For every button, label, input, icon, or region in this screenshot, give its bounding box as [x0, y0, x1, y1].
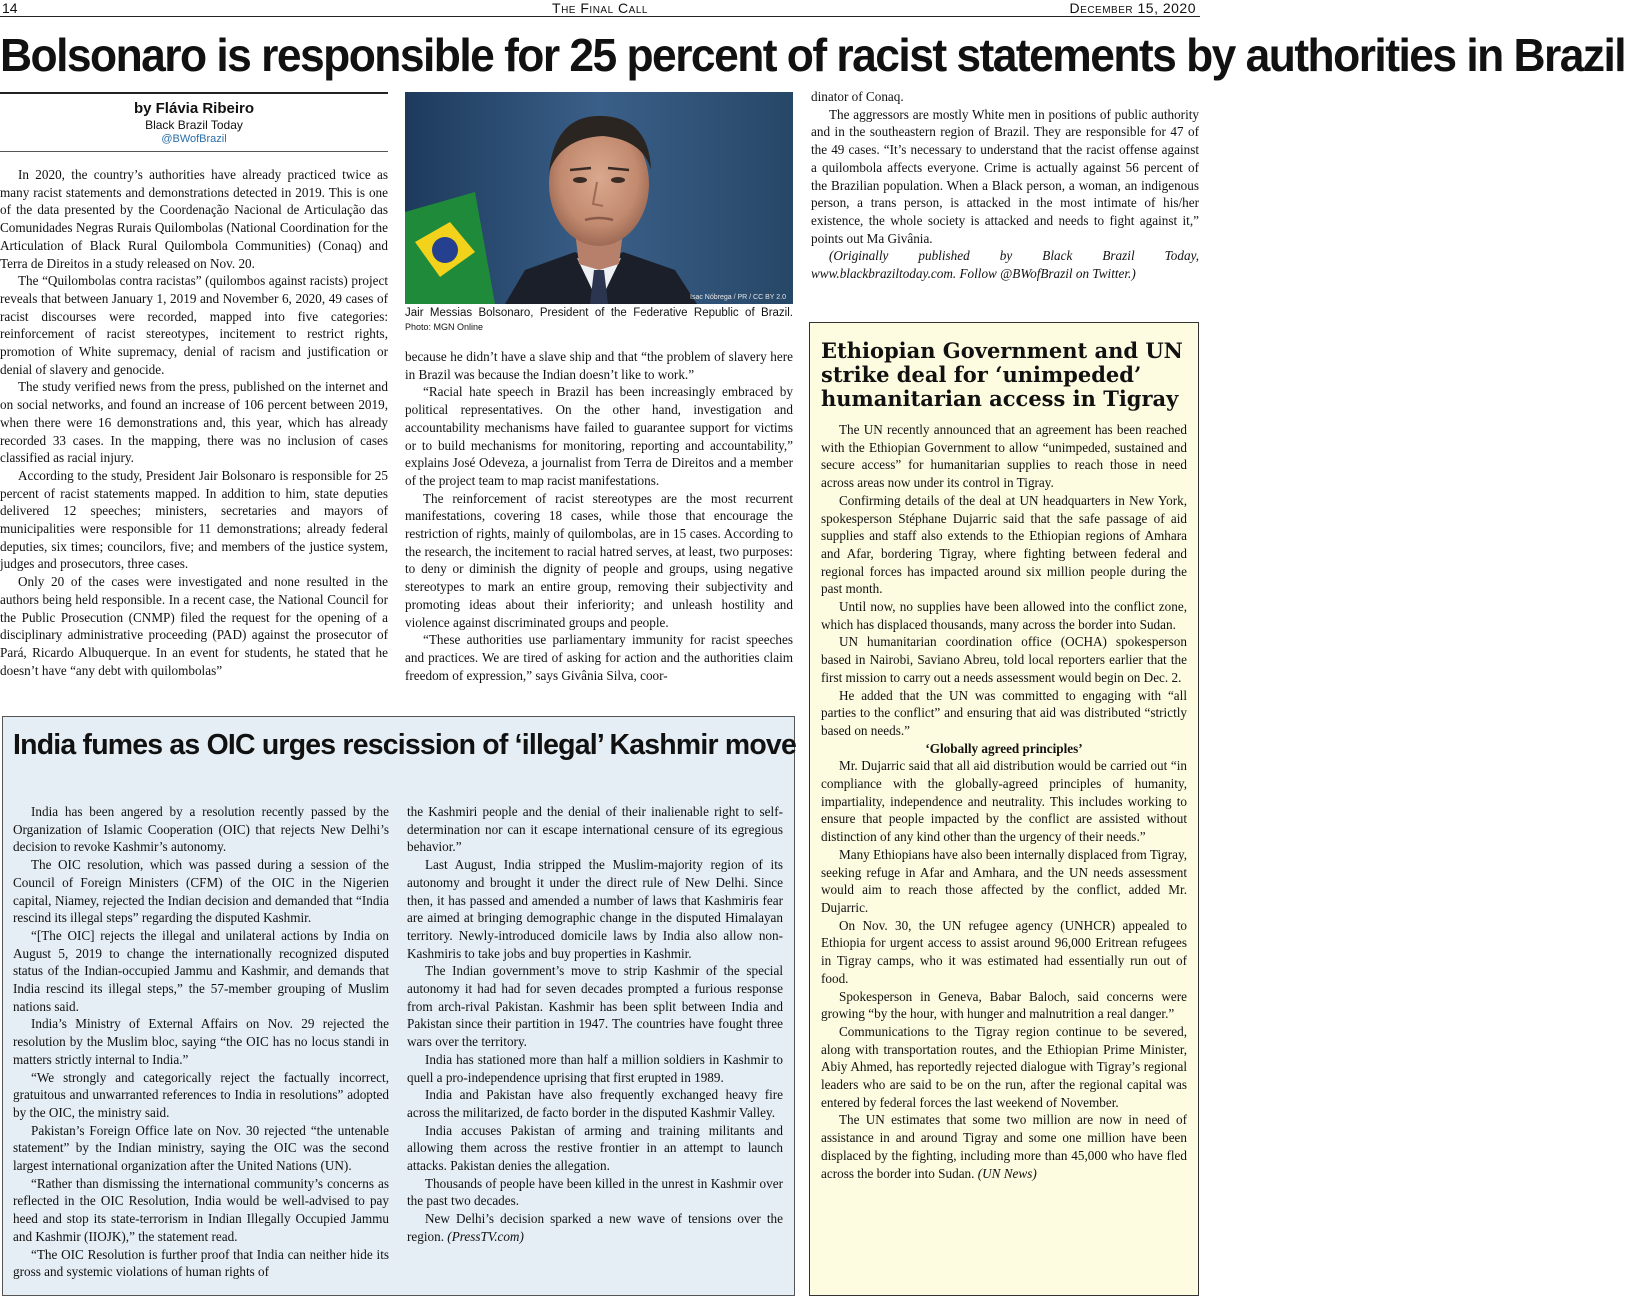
- paragraph: Spokesperson in Geneva, Babar Baloch, said concerns were growing “by the hour, with hunger and malnutrition a real danger.”: [821, 988, 1187, 1022]
- paragraph: Mr. Dujarric said that all aid distribution would be carried out “in compliance with the globally-agreed principles of humanity, impartiality, independence and neutrality. This includes working to ensure that people impacted by the conflict are assisted without distinction of any kind other than the urgency of their needs.”: [821, 758, 1187, 845]
- paragraph: [821, 1111, 1187, 1182]
- paragraph: Last August, India stripped the Muslim-majority region of its autonomy and brought it under the direct rule of New Delhi. Since then, it has passed and amended a number of laws that Kashmiris fear are aimed at bringing demographic change in the disputed Himalayan territory. Newly-introduced domicile laws by India also allow non-Kashmiris to take jobs and buy properties in Kashmir.: [407, 857, 783, 961]
- paragraph: [407, 1210, 783, 1245]
- paragraph: Only 20 of the cases were investigated and none resulted in the authors being held responsible. In a recent case, the National Council for the Public Prosecution (CNMP) filed the request for the opening of a disciplinary administrative proceeding (PAD) against the prosecutor of Pará, Ricardo Albuquerque. In an event for students, he stated that he doesn’t have “any debt with quilombolas”: [0, 574, 388, 678]
- paragraph: “[The OIC] rejects the illegal and unilateral actions by India on August 5, 2019 to change the internationally recognized disputed status of the Indian-occupied Jammu and Kashmir, and demands that India rescind its illegal steps,” the 57-member grouping of Muslim nations said.: [13, 927, 389, 1014]
- paragraph: because he didn’t have a slave ship and that “the problem of slavery here in Brazil was because the Indian doesn’t like to work.”: [405, 349, 793, 382]
- section-subhead: ‘Globally agreed principles’: [925, 740, 1083, 756]
- paragraph: The aggressors are mostly White men in positions of public authority and in the southeastern region of Brazil. They are responsible for 47 of the 49 cases. “It’s necessary to understand that the racist offense against a quilombola affects everyone. Crime is actually against 56 percent of the Brazilian population. When a Black person, a woman, an indigenous person, a trans person, is attacked in the most intimate of his/her existence, the whole society is attacked and needs to fight against it,” points out Ma Givânia.: [811, 106, 1199, 246]
- paragraph: The study verified news from the press, published on the internet and on social networks, and found an increase of 106 percent between 2019, when there were 16 demonstrations and, this year, which has already recorded 33 cases. In the mapping, there was no inclusion of cases classified as racial injury.: [0, 379, 388, 466]
- tigray-article-box: [809, 322, 1199, 1296]
- page-number: 14: [2, 0, 18, 16]
- bolsonaro-photo: [405, 92, 793, 304]
- tigray-headline: Ethiopian Government and UN strike deal for ‘unimpeded’ humanitarian access in Tigray: [821, 338, 1183, 411]
- caption-credit: Photo: MGN Online: [405, 322, 484, 332]
- paragraph: According to the study, President Jair Bolsonaro is responsible for 25 percent of racist statements mapped. In addition to him, state deputies delivered 12 speeches; ministers, secretaries and mayors of municipalities were responsible for 11 demonstrations; already federal deputies, six times; councilors, five; and members of the justice system, judges and prosecutors, three cases.: [0, 467, 388, 572]
- paragraph: “The OIC Resolution is further proof that India can neither hide its gross and systemic violations of human rights of: [13, 1246, 389, 1280]
- paragraph: India accuses Pakistan of arming and training militants and allowing them across the restive frontier in an attempt to launch attacks. Pakistan denies the allegation.: [407, 1122, 783, 1174]
- kashmir-article-box: [2, 716, 795, 1296]
- paragraph: He added that the UN was committed to engaging with “all parties to the conflict” and ensuring that aid was distributed “strictly based on needs.”: [821, 687, 1187, 738]
- paragraph: Communications to the Tigray region continue to be severed, along with transportation routes, and the Ethiopian Prime Minister, Abiy Ahmed, has reportedly rejected dialogue with Tigray’s regional leaders who are said to be on the run, after the regional capital was entered by federal forces the last weekend of November.: [821, 1023, 1187, 1110]
- issue-date: December 15, 2020: [1069, 0, 1196, 16]
- paragraph: India has been angered by a resolution recently passed by the Organization of Islamic Cooperation (OIC) that rejects New Delhi’s decision to revoke Kashmir’s autonomy.: [13, 804, 389, 855]
- paragraph: India and Pakistan have also frequently exchanged heavy fire across the militarized, de facto border in the disputed Kashmir Valley.: [407, 1087, 783, 1120]
- caption-text: Jair Messias Bolsonaro, President of the Federative Republic of Brazil.: [405, 307, 793, 319]
- photo-credit-overlay: Isac Nóbrega / PR / CC BY 2.0: [690, 294, 786, 301]
- paragraph: dinator of Conaq.: [811, 89, 904, 104]
- main-article-column-3: [811, 88, 1199, 312]
- paragraph: The reinforcement of racist stereotypes are the most recurrent manifestations, covering 18 cases, while those that encourage the restriction of rights, mainly of quilombolas, are in 15 cases. According to the research, the incitement to racial hatred serves, at least, two purposes: to deny or diminish the dignity of people and groups, using negative stereotypes to mark an entire group, removing their subjectivity and promoting ideas about their inferiority; and unleash hostility and violence against discriminated groups and people.: [405, 490, 793, 630]
- paragraph: On Nov. 30, the UN refugee agency (UNHCR) appealed to Ethiopia for urgent access to assist around 96,000 Eritrean refugees in Tigray camps, who it was estimated had essentially run out of food.: [821, 917, 1187, 986]
- paragraph: Until now, no supplies have been allowed into the conflict zone, which has displaced thousands, many across the border into Sudan.: [821, 599, 1187, 632]
- paragraph: Many Ethiopians have also been internally displaced from Tigray, seeking refuge in Afar and Amhara, and the UN needs assessment would aim to reach those affected by the conflict, added Mr. Dujarric.: [821, 846, 1187, 915]
- photo-caption: [405, 306, 793, 334]
- paragraph: In 2020, the country’s authorities have already practiced twice as many racist statements and demonstrations detected in 2019. This is one of the data presented by the Coordenação Nacional de Articulação das Comunidades Negras Rurais Quilombolas (National Coordination for the Articulation of Black Rural Quilombola Communities) (Conaq) and Terra de Direitos in a study released on Nov. 20.: [0, 167, 388, 271]
- paragraph: “These authorities use parliamentary immunity for racist speeches and practices. We are tired of asking for action and the authorities claim freedom of expression,” says Givânia Silva, coor-: [405, 632, 793, 683]
- paragraph: Pakistan’s Foreign Office late on Nov. 30 rejected “the untenable statement” by the Indian ministry, saying the OIC was the second largest international organization after the United Nations (UN).: [13, 1122, 389, 1174]
- paragraph: The UN recently announced that an agreement has been reached with the Ethiopian Government to allow “unimpeded, sustained and secure access” for humanitarian supplies to reach those in need across areas now under its control in Tigray.: [821, 422, 1187, 491]
- paragraph: The “Quilombolas contra racistas” (quilombos against racists) project reveals that between January 1, 2019 and November 6, 2020, 49 cases of racist discourses were recorded, mapped into five categories: reinforcement of racist stereotypes, incitement to restrict rights, promotion of White supremacy, denial of racism and justification or denial of slavery and genocide.: [0, 273, 388, 377]
- paragraph: India’s Ministry of External Affairs on Nov. 29 rejected the resolution by the Muslim bloc, saying “the OIC has no locus standi in matters strictly internal to India.”: [13, 1016, 389, 1067]
- paragraph: The OIC resolution, which was passed during a session of the Council of Foreign Ministers (CFM) of the OIC in the Nigerien capital, Niamey, rejected the Indian decision and demanded that “India rescind its illegal steps” regarding the disputed Kashmir.: [13, 857, 389, 926]
- paragraph-text: The UN estimates that some two million are now in need of assistance in and around Tigray and some one million have been displaced by the fighting, including more than 45,000 who have fled across the border into Sudan.: [821, 1112, 1187, 1181]
- paragraph: Confirming details of the deal at UN headquarters in New York, spokesperson Stéphane Dujarric said that the safe passage of aid supplies and staff also extends to the Ethiopian regions of Amhara and Afar, bordering Tigray, where fighting between federal and regional forces has impacted around six million people during the past month.: [821, 492, 1187, 597]
- byline: [0, 92, 388, 152]
- portrait-illustration: [405, 92, 793, 304]
- paragraph: “Racial hate speech in Brazil has been increasingly embraced by political representatives. On the other hand, investigation and accountability mechanisms have failed to guarantee support for victims or to build mechanisms for monitoring, reporting and accountability,” explains José Odeveza, a journalist from Terra de Direitos and a member of the project team to map racist manifestations.: [405, 384, 793, 488]
- paragraph: the Kashmiri people and the denial of their inalienable right to self-determination nor can it escape international censure of its egregious behavior.”: [407, 804, 783, 855]
- kashmir-column-2: [407, 803, 783, 1295]
- author-name: by Flávia Ribeiro: [133, 100, 255, 117]
- main-headline: Bolsonaro is responsible for 25 percent of racist statements by authorities in Brazil: [0, 29, 1625, 81]
- article-source: (PressTV.com): [447, 1228, 524, 1244]
- twitter-handle[interactable]: @BWofBrazil: [161, 133, 227, 145]
- tigray-column: [821, 421, 1187, 1293]
- paragraph-text: New Delhi’s decision sparked a new wave of tensions over the region.: [407, 1211, 783, 1244]
- paragraph: Thousands of people have been killed in the unrest in Kashmir over the past two decades.: [407, 1175, 783, 1209]
- kashmir-headline: India fumes as OIC urges rescission of ‘illegal’ Kashmir move: [13, 729, 796, 761]
- article-source-note: (Originally published by Black Brazil Today, www.blackbraziltoday.com. Follow @BWofBrazil on Twitter.): [811, 248, 1199, 282]
- publication-name: The Final Call: [552, 0, 648, 16]
- flag-blue: [432, 237, 458, 263]
- author-source: Black Brazil Today: [145, 118, 243, 132]
- paragraph: “Rather than dismissing the international community’s concerns as reflected in the OIC Resolution, India would be well-advised to pay heed and stop its state-terrorism in Indian Illegally Occupied Jammu and Kashmir (IIOJK),” the statement read.: [13, 1175, 389, 1244]
- paragraph: India has stationed more than half a million soldiers in Kashmir to quell a pro-independence uprising that first erupted in 1989.: [407, 1051, 783, 1085]
- page-header: [0, 0, 1200, 17]
- paragraph: The Indian government’s move to strip Kashmir of the special autonomy it had had for seven decades prompted a furious response from arch-rival Pakistan. Kashmir has been split between India and Pakistan since their partition in 1947. The countries have fought three wars over the territory.: [407, 963, 783, 1050]
- kashmir-column-1: [13, 803, 389, 1295]
- paragraph: “We strongly and categorically reject the factually incorrect, gratuitous and unwarranted references to India in resolutions” adopted by the OIC, the ministry said.: [13, 1069, 389, 1120]
- paragraph: UN humanitarian coordination office (OCHA) spokesperson based in Nairobi, Saviano Abreu, told local reporters earlier that the first mission to carry out a needs assessment would begin on Dec. 2.: [821, 634, 1187, 685]
- article-source: (UN News): [977, 1165, 1037, 1181]
- main-article-column-2: [405, 348, 793, 694]
- main-article-column-1: [0, 166, 388, 694]
